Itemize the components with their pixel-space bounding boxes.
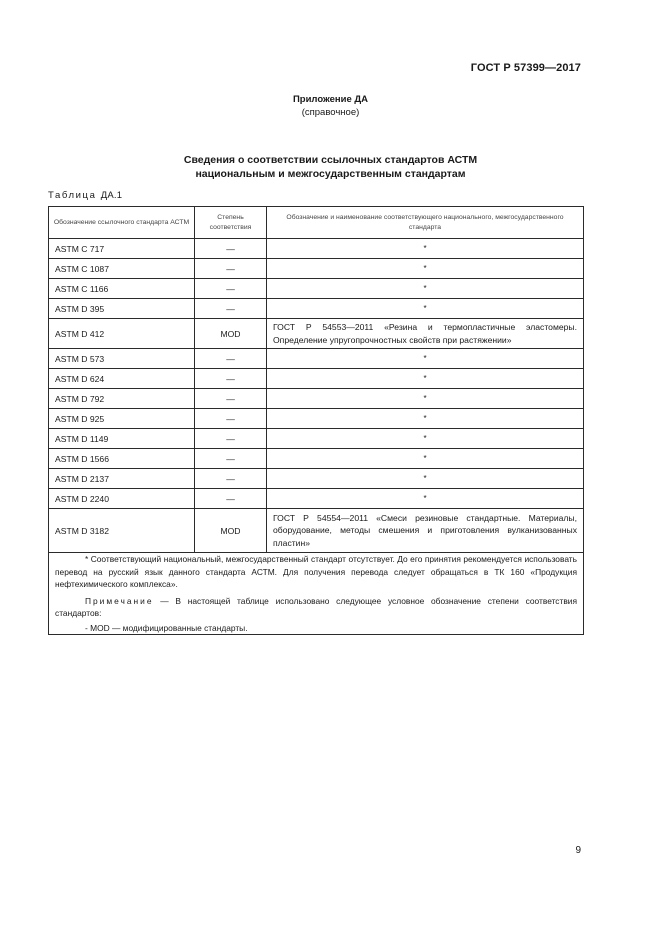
cell-degree: — xyxy=(195,489,267,509)
header-national-standard: Обозначение и наименование соответствующего национального, межгосударственного стандарта xyxy=(267,207,584,239)
table-row xyxy=(49,349,584,369)
table-row xyxy=(49,279,584,299)
cell-reference-standard: ASTM D 925 xyxy=(49,409,195,429)
table-caption-word: Таблица xyxy=(48,190,97,201)
header-degree: Степень соответствия xyxy=(195,207,267,239)
cell-degree: — xyxy=(195,239,267,259)
cell-reference-standard: ASTM C 717 xyxy=(49,239,195,259)
cell-national-standard: * xyxy=(267,429,584,449)
footnote: * Соответствующий национальный, межгосударственный стандарт отсутствует. До его принятия рекомендуется использовать перевод на русский язык данного стандарта АСТМ. Для получения перевода следует обращаться в ТК 160 «Продукция нефтехимического комплекса». xyxy=(55,554,577,589)
table-caption xyxy=(48,190,122,201)
cell-reference-standard: ASTM D 395 xyxy=(49,299,195,319)
cell-national-standard: * xyxy=(267,279,584,299)
cell-national-standard: * xyxy=(267,449,584,469)
cell-degree: — xyxy=(195,349,267,369)
header-reference-standard: Обозначение ссылочного стандарта АСТМ xyxy=(49,207,195,239)
cell-national-standard: * xyxy=(267,409,584,429)
table-caption-number: ДА.1 xyxy=(100,190,123,201)
cell-national-standard: * xyxy=(267,259,584,279)
note xyxy=(55,595,577,620)
document-code: ГОСТ Р 57399—2017 xyxy=(470,62,581,74)
appendix-heading xyxy=(0,93,661,119)
cell-reference-standard: ASTM C 1166 xyxy=(49,279,195,299)
cell-reference-standard: ASTM D 792 xyxy=(49,389,195,409)
table-row xyxy=(49,389,584,409)
cell-degree: — xyxy=(195,279,267,299)
table-notes-row xyxy=(49,553,584,635)
cell-degree: MOD xyxy=(195,509,267,553)
cell-degree: — xyxy=(195,429,267,449)
table-row xyxy=(49,509,584,553)
table-row xyxy=(49,239,584,259)
note-label: Примечание xyxy=(85,595,154,606)
cell-degree: — xyxy=(195,369,267,389)
table-row xyxy=(49,449,584,469)
cell-degree: — xyxy=(195,469,267,489)
cell-degree: — xyxy=(195,259,267,279)
cell-degree: MOD xyxy=(195,319,267,349)
table-row xyxy=(49,469,584,489)
cell-national-standard: ГОСТ Р 54554—2011 «Смеси резиновые стандартные. Материалы, оборудование, методы смешения и приготовления вулканизованных пластин» xyxy=(267,509,584,553)
cell-reference-standard: ASTM D 2137 xyxy=(49,469,195,489)
cell-reference-standard: ASTM D 1149 xyxy=(49,429,195,449)
cell-national-standard: * xyxy=(267,369,584,389)
cell-reference-standard: ASTM D 573 xyxy=(49,349,195,369)
correspondence-table xyxy=(48,206,584,635)
section-title xyxy=(0,153,661,181)
cell-national-standard: * xyxy=(267,239,584,259)
cell-reference-standard: ASTM D 412 xyxy=(49,319,195,349)
note-list-item: - MOD — модифицированные стандарты. xyxy=(85,622,248,633)
cell-reference-standard: ASTM D 624 xyxy=(49,369,195,389)
cell-national-standard: * xyxy=(267,469,584,489)
cell-degree: — xyxy=(195,409,267,429)
section-title-line-2: национальным и межгосударственным стандартам xyxy=(195,168,466,180)
cell-national-standard: ГОСТ Р 54553—2011 «Резина и термопластичные эластомеры. Определение упругопрочностных свойств при растяжении» xyxy=(267,319,584,349)
cell-reference-standard: ASTM D 3182 xyxy=(49,509,195,553)
table-header-row xyxy=(49,207,584,239)
note-text: — В настоящей таблице использовано следующее условное обозначение степени соответствия стандартов: xyxy=(55,595,577,618)
table-notes xyxy=(49,553,584,635)
table-row xyxy=(49,319,584,349)
table-row xyxy=(49,299,584,319)
table-row xyxy=(49,489,584,509)
cell-reference-standard: ASTM D 1566 xyxy=(49,449,195,469)
cell-national-standard: * xyxy=(267,389,584,409)
cell-national-standard: * xyxy=(267,349,584,369)
cell-national-standard: * xyxy=(267,489,584,509)
table-row xyxy=(49,409,584,429)
appendix-title: Приложение ДА xyxy=(292,94,369,105)
page-number: 9 xyxy=(575,845,581,856)
cell-degree: — xyxy=(195,449,267,469)
table-row xyxy=(49,369,584,389)
appendix-subtitle: (справочное) xyxy=(301,107,360,118)
cell-reference-standard: ASTM C 1087 xyxy=(49,259,195,279)
table-row xyxy=(49,259,584,279)
section-title-line-1: Сведения о соответствии ссылочных стандартов АСТМ xyxy=(183,154,478,166)
table-row xyxy=(49,429,584,449)
cell-reference-standard: ASTM D 2240 xyxy=(49,489,195,509)
cell-degree: — xyxy=(195,299,267,319)
cell-degree: — xyxy=(195,389,267,409)
cell-national-standard: * xyxy=(267,299,584,319)
